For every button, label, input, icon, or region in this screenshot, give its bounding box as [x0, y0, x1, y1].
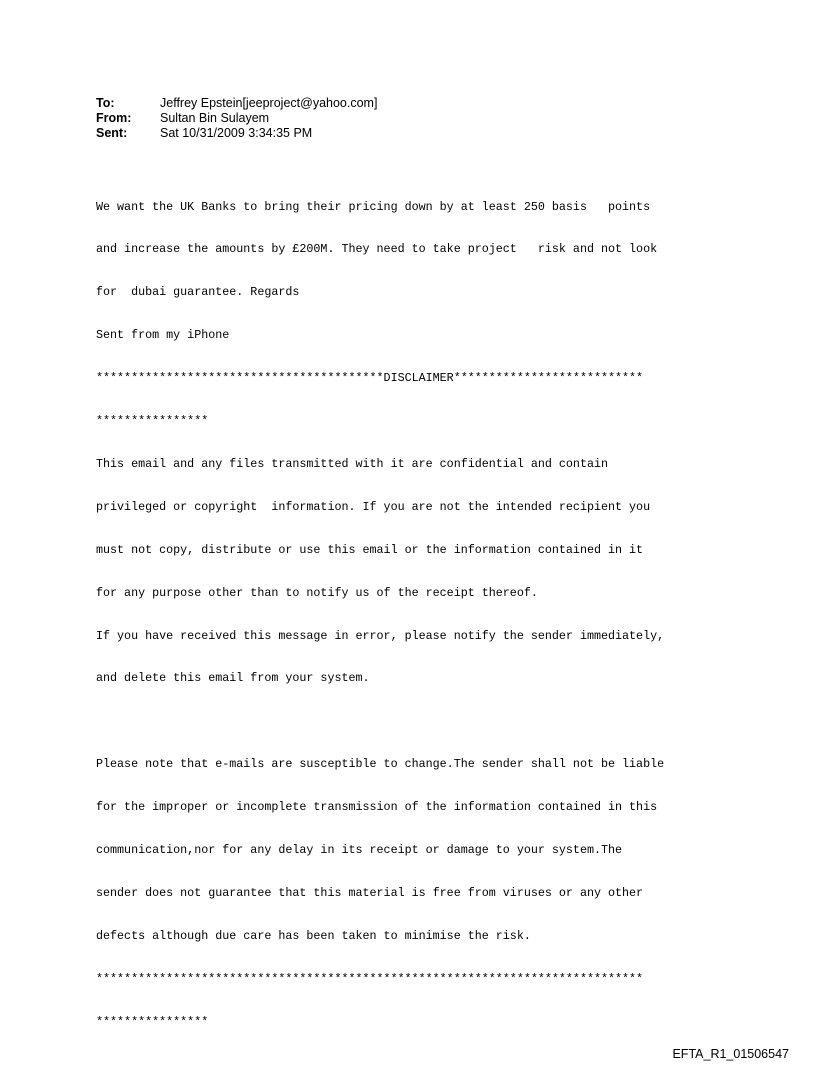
body-line: and increase the amounts by £200M. They need to take project risk and not look: [96, 242, 658, 257]
to-label: To:: [96, 96, 115, 110]
to-row: [96, 96, 377, 111]
body-line: [96, 714, 796, 728]
from-value: Sultan Bin Sulayem: [160, 111, 270, 125]
body-line: defects although due care has been taken to minimise the risk.: [96, 928, 531, 943]
body-line: for dubai guarantee. Regards: [96, 285, 300, 300]
disclaimer-separator: ****************: [96, 1014, 209, 1029]
body-line: must not copy, distribute or use this email or the information contained in it: [96, 542, 644, 557]
body-line: Please note that e-mails are susceptible to change.The sender shall not be liable: [96, 757, 665, 772]
body-line: privileged or copyright information. If you are not the intended recipient you: [96, 499, 651, 514]
sent-label: Sent:: [96, 126, 128, 140]
sent-row: [96, 126, 377, 141]
body-line: and delete this email from your system.: [96, 671, 370, 686]
body-line: This email and any files transmitted with it are confidential and contain: [96, 456, 608, 471]
disclaimer-separator: ******************************************************************************: [96, 971, 644, 986]
from-label: From:: [96, 111, 132, 125]
body-line: We want the UK Banks to bring their pricing down by at least 250 basis points: [96, 199, 651, 214]
disclaimer-separator: ****************: [96, 414, 209, 429]
email-header: [96, 96, 377, 141]
body-line: communication,nor for any delay in its receipt or damage to your system.The: [96, 842, 623, 857]
sent-value: Sat 10/31/2009 3:34:35 PM: [160, 126, 313, 140]
from-row: [96, 111, 377, 126]
email-body: [96, 171, 796, 1043]
body-line: If you have received this message in error, please notify the sender immediately,: [96, 628, 665, 643]
body-line: Sent from my iPhone: [96, 328, 230, 343]
body-line: for the improper or incomplete transmission of the information contained in this: [96, 800, 658, 815]
body-line: for any purpose other than to notify us of the receipt thereof.: [96, 585, 538, 600]
document-id: EFTA_R1_01506547: [672, 1047, 789, 1061]
body-line: sender does not guarantee that this material is free from viruses or any other: [96, 885, 644, 900]
disclaimer-separator: *****************************************DISCLAIMER***************************: [96, 371, 644, 386]
to-value: Jeffrey Epstein[jeeproject@yahoo.com]: [160, 96, 378, 110]
